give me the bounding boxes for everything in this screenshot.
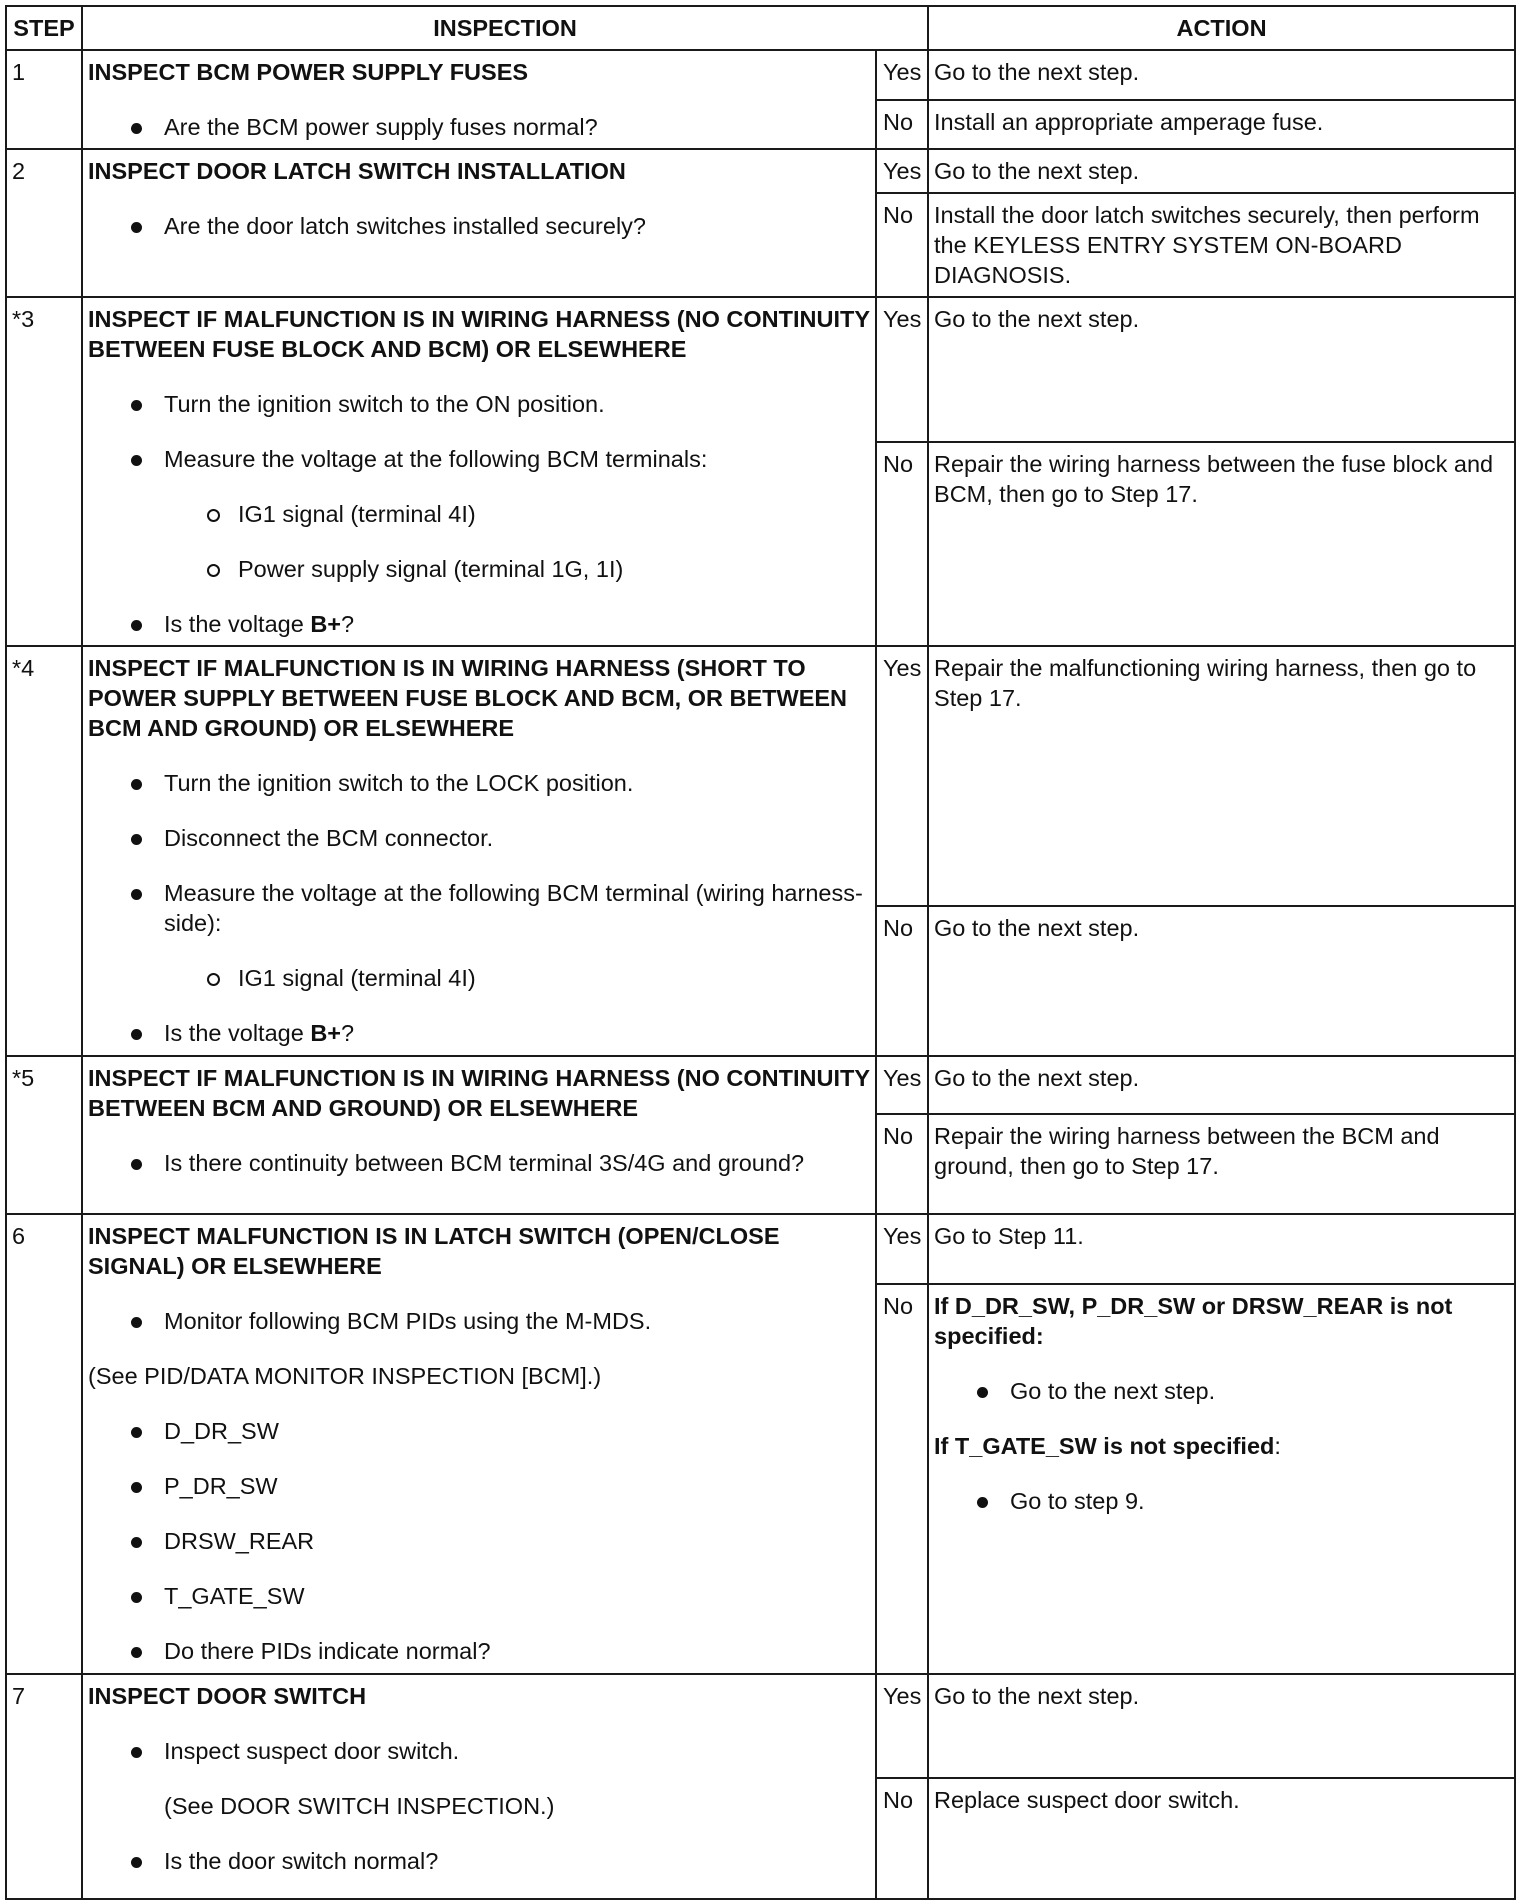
inspection-cell [82, 1056, 876, 1214]
action-bullet: Go to step 9. [934, 1486, 1509, 1516]
yes-action: Go to the next step. [928, 1674, 1515, 1778]
step-number: 2 [6, 149, 82, 297]
no-label: No [876, 906, 928, 1056]
sub-bullet-item: IG1 signal (terminal 4I) [88, 499, 870, 529]
no-action: Repair the wiring harness between the fuse block and BCM, then go to Step 17. [928, 442, 1515, 646]
step-number: 7 [6, 1674, 82, 1899]
step-5-yes-row [6, 1056, 1515, 1114]
condition-colon: : [1274, 1433, 1281, 1459]
inspection-cell [82, 1214, 876, 1674]
question-text: Is the voltage [164, 1020, 311, 1046]
no-action: Replace suspect door switch. [928, 1778, 1515, 1899]
step-number: 6 [6, 1214, 82, 1674]
no-action: Go to the next step. [928, 906, 1515, 1056]
reference-note: (See DOOR SWITCH INSPECTION.) [164, 1793, 555, 1819]
no-label: No [876, 193, 928, 297]
bullet-item: Monitor following BCM PIDs using the M-MDS. [88, 1306, 870, 1336]
inspection-cell [82, 149, 876, 297]
no-condition: If D_DR_SW, P_DR_SW or DRSW_REAR is not specified: [934, 1293, 1453, 1349]
diagnostic-table-container [5, 5, 1516, 1900]
step-2-yes-row [6, 149, 1515, 193]
step-title: INSPECT IF MALFUNCTION IS IN WIRING HARNESS (SHORT TO POWER SUPPLY BETWEEN FUSE BLOCK AND BCM, OR BETWEEN BCM AND GROUND) OR ELSEWHERE [88, 655, 848, 741]
header-inspection: INSPECTION [82, 6, 928, 50]
question-mark: ? [341, 1020, 355, 1046]
inspection-cell [82, 646, 876, 1056]
inspection-cell [82, 50, 876, 149]
no-label: No [876, 442, 928, 646]
bullet-question: Do there PIDs indicate normal? [88, 1636, 870, 1666]
bullet-item: Inspect suspect door switch. [88, 1736, 870, 1766]
bullet-item: Measure the voltage at the following BCM terminal (wiring harness-side): [88, 878, 870, 938]
pid-item: DRSW_REAR [88, 1526, 870, 1556]
no-action: Install an appropriate amperage fuse. [928, 100, 1515, 150]
step-title: INSPECT MALFUNCTION IS IN LATCH SWITCH (OPEN/CLOSE SIGNAL) OR ELSEWHERE [88, 1223, 780, 1279]
no-action: Install the door latch switches securely, then perform the KEYLESS ENTRY SYSTEM ON-BOARD DIAGNOSIS. [928, 193, 1515, 297]
step-4-yes-row [6, 646, 1515, 906]
step-6-yes-row [6, 1214, 1515, 1284]
inspection-cell [82, 297, 876, 646]
step-3-yes-row [6, 297, 1515, 442]
bullet-item: Is there continuity between BCM terminal 3S/4G and ground? [88, 1148, 870, 1178]
action-bullet: Go to the next step. [934, 1376, 1509, 1406]
step-number: *5 [6, 1056, 82, 1214]
diagnostic-procedure-table [5, 5, 1516, 1900]
question-value: B+ [310, 1020, 342, 1046]
bullet-item: Are the door latch switches installed securely? [88, 211, 870, 241]
yes-label: Yes [876, 1674, 928, 1778]
yes-label: Yes [876, 149, 928, 193]
bullet-item: Measure the voltage at the following BCM terminals: [88, 444, 870, 474]
step-title: INSPECT IF MALFUNCTION IS IN WIRING HARNESS (NO CONTINUITY BETWEEN BCM AND GROUND) OR ELSEWHERE [88, 1065, 870, 1121]
no-condition [934, 1431, 1509, 1461]
no-action: Repair the wiring harness between the BCM and ground, then go to Step 17. [928, 1114, 1515, 1214]
step-number: *4 [6, 646, 82, 1056]
yes-action: Go to the next step. [928, 50, 1515, 100]
bullet-question: Is the door switch normal? [88, 1846, 870, 1876]
question-value: B+ [310, 611, 342, 637]
pid-item: T_GATE_SW [88, 1581, 870, 1611]
yes-label: Yes [876, 1214, 928, 1284]
sub-bullet-item: Power supply signal (terminal 1G, 1I) [88, 554, 870, 584]
question-mark: ? [341, 611, 355, 637]
yes-action: Go to the next step. [928, 297, 1515, 442]
sub-bullet-item: IG1 signal (terminal 4I) [88, 963, 870, 993]
bullet-item: Turn the ignition switch to the LOCK position. [88, 768, 870, 798]
header-action: ACTION [928, 6, 1515, 50]
step-1-yes-row [6, 50, 1515, 100]
yes-action: Repair the malfunctioning wiring harness, then go to Step 17. [928, 646, 1515, 906]
yes-label: Yes [876, 646, 928, 906]
yes-action: Go to the next step. [928, 1056, 1515, 1114]
pid-item: P_DR_SW [88, 1471, 870, 1501]
pid-item: D_DR_SW [88, 1416, 870, 1446]
yes-label: Yes [876, 297, 928, 442]
bullet-item: Disconnect the BCM connector. [88, 823, 870, 853]
step-title: INSPECT DOOR LATCH SWITCH INSTALLATION [88, 158, 626, 184]
condition-text: If T_GATE_SW is not specified [934, 1433, 1275, 1459]
header-step: STEP [6, 6, 82, 50]
reference-note: (See PID/DATA MONITOR INSPECTION [BCM].) [88, 1363, 602, 1389]
step-7-yes-row [6, 1674, 1515, 1778]
bullet-question [88, 1018, 870, 1048]
bullet-item: Are the BCM power supply fuses normal? [88, 112, 870, 142]
bullet-item: Turn the ignition switch to the ON position. [88, 389, 870, 419]
step-number: 1 [6, 50, 82, 149]
step-number: *3 [6, 297, 82, 646]
yes-label: Yes [876, 1056, 928, 1114]
question-text: Is the voltage [164, 611, 311, 637]
no-label: No [876, 1778, 928, 1899]
yes-action: Go to Step 11. [928, 1214, 1515, 1284]
step-title: INSPECT DOOR SWITCH [88, 1683, 367, 1709]
bullet-question [88, 609, 870, 639]
no-label: No [876, 100, 928, 150]
header-row [6, 6, 1515, 50]
yes-label: Yes [876, 50, 928, 100]
step-title: INSPECT IF MALFUNCTION IS IN WIRING HARNESS (NO CONTINUITY BETWEEN FUSE BLOCK AND BCM) OR ELSEWHERE [88, 306, 870, 362]
inspection-cell [82, 1674, 876, 1899]
no-label: No [876, 1114, 928, 1214]
yes-action: Go to the next step. [928, 149, 1515, 193]
no-label: No [876, 1284, 928, 1674]
step-title: INSPECT BCM POWER SUPPLY FUSES [88, 59, 529, 85]
no-action-cell [928, 1284, 1515, 1674]
